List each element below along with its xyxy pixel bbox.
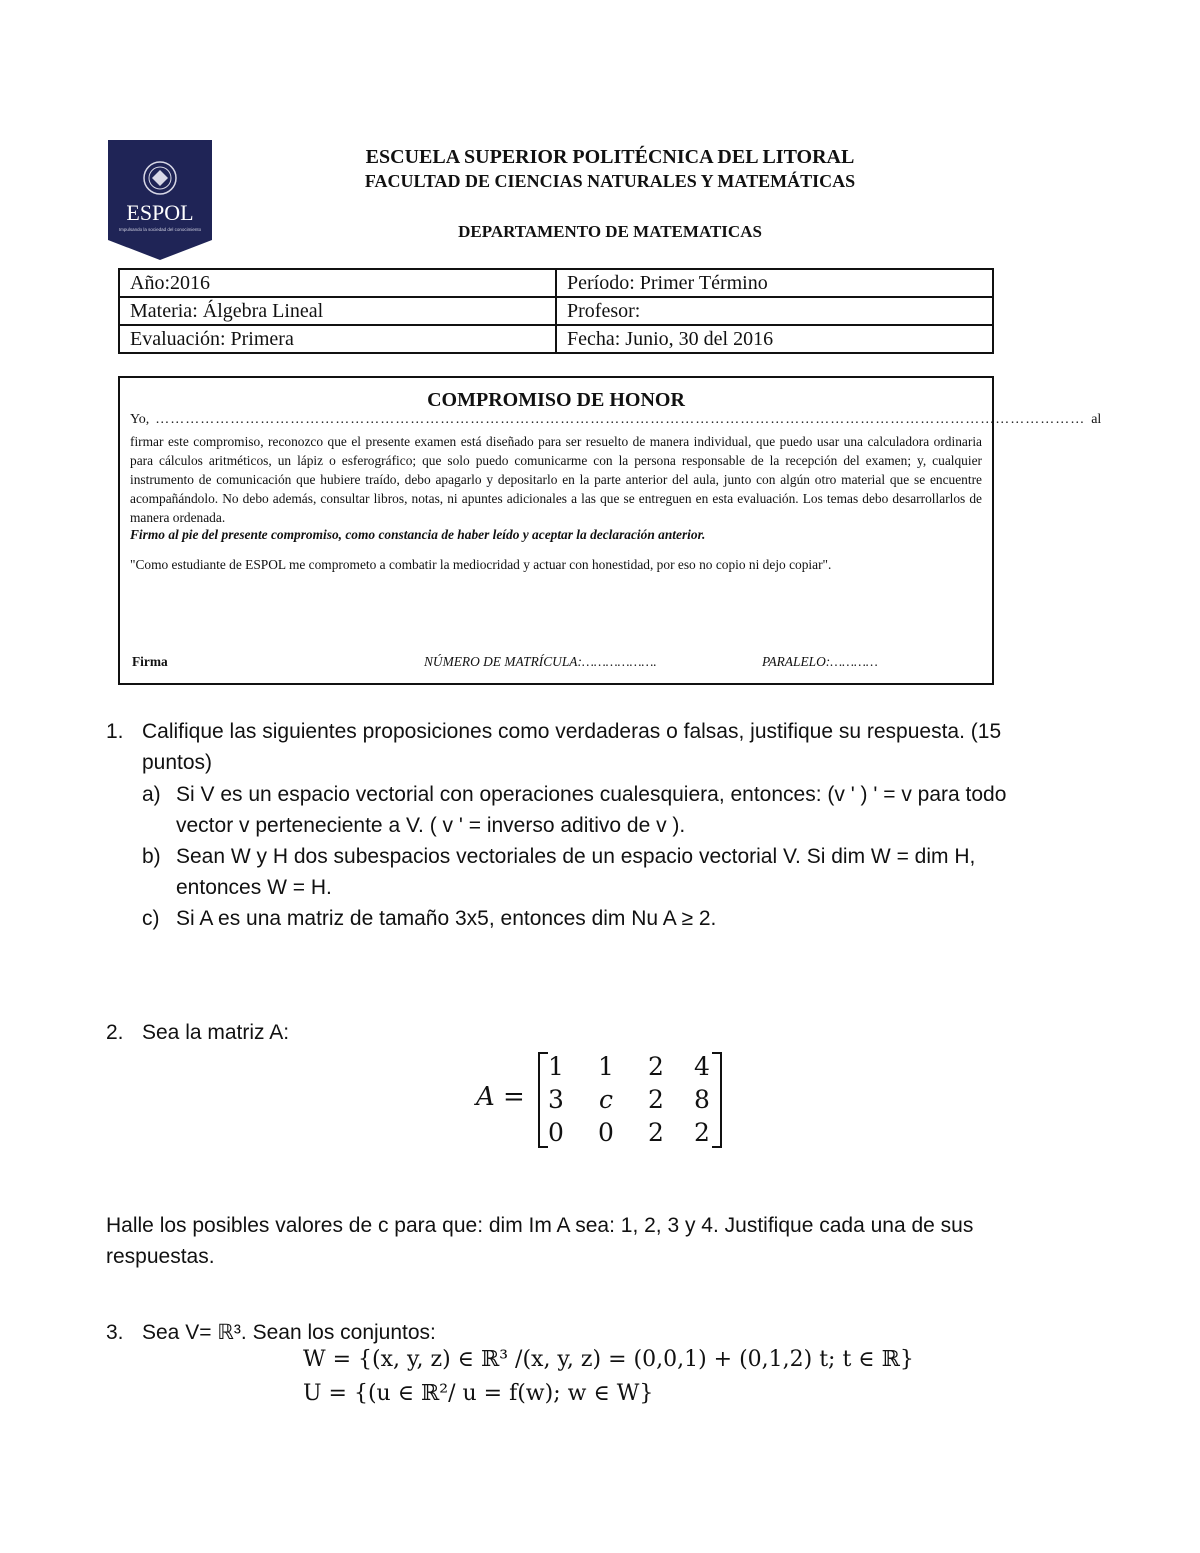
department-name: DEPARTAMENTO DE MATEMATICAS — [458, 222, 762, 241]
instruction-text: Halle los posibles valores de c para que: dim Im A sea: 1, 2, 3 y 4. Justifique cada una de sus — [106, 1214, 974, 1237]
honor-quote: "Como estudiante de ESPOL me comprometo a combatir la mediocridad y actuar con honestidad, por eso no copio ni dejo copiar". — [130, 557, 832, 572]
logo-text: ESPOL — [126, 200, 194, 225]
question-text: Sea la matriz A: — [142, 1021, 290, 1044]
question-text-cont: puntos) — [142, 751, 213, 774]
question-1b — [142, 841, 1122, 905]
espol-logo — [108, 140, 212, 260]
honor-code-box — [118, 376, 1102, 685]
matrix-cell: 4 — [694, 1052, 710, 1081]
info-professor: Profesor: — [556, 297, 993, 325]
logo-tagline: Impulsando la sociedad del conocimiento — [118, 227, 202, 232]
matrix-brackets — [538, 1052, 722, 1148]
question-number: 1. — [106, 720, 124, 743]
info-year: Año:2016 — [119, 269, 556, 297]
question-2-instruction — [106, 1210, 1106, 1274]
matrix-lhs: A = — [476, 1082, 525, 1112]
question-1 — [106, 716, 1106, 780]
table-row — [119, 297, 993, 325]
school-name: ESCUELA SUPERIOR POLITÉCNICA DEL LITORAL — [365, 146, 855, 168]
matrix-cell: 1 — [548, 1052, 564, 1081]
item-letter: c) — [142, 907, 160, 930]
honor-name-line — [130, 412, 1102, 428]
info-period: Período: Primer Término — [556, 269, 993, 297]
matrix-cell: c — [598, 1085, 613, 1114]
honor-yo: Yo, — [130, 412, 150, 427]
matrix-cell: 0 — [598, 1118, 614, 1147]
item-text-cont: entonces W = H. — [176, 876, 332, 899]
question-2 — [106, 1017, 706, 1051]
item-text: Si V es un espacio vectorial con operaciones cualesquiera, entonces: (v ' ) ' = v para todo — [176, 783, 1007, 806]
item-letter: b) — [142, 845, 161, 868]
honor-al: al — [1091, 412, 1102, 427]
matrix-cell: 2 — [648, 1052, 664, 1081]
question-text: Sea V= ℝ³. Sean los conjuntos: — [142, 1321, 436, 1344]
matrix-cell: 0 — [548, 1118, 564, 1147]
matrix-a — [476, 1050, 736, 1150]
set-w-equation: W = {(x, y, z) ∈ ℝ³ /(x, y, z) = (0,0,1) + (0,1,2) t; t ∈ ℝ} — [303, 1347, 914, 1372]
question-3 — [106, 1317, 706, 1351]
info-evaluation: Evaluación: Primera — [119, 325, 556, 353]
matrix-cell: 2 — [694, 1118, 710, 1147]
matrix-cell: 1 — [598, 1052, 614, 1081]
question-1c — [142, 903, 1122, 937]
info-subject: Materia: Álgebra Lineal — [119, 297, 556, 325]
matrix-cell: 3 — [548, 1085, 564, 1114]
set-u-equation: U = {(u ∈ ℝ²/ u = f(w); w ∈ W} — [303, 1381, 654, 1406]
table-row — [119, 325, 993, 353]
matrix-cell: 2 — [648, 1085, 664, 1114]
item-text-cont: vector v perteneciente a V. ( v ' = inverso aditivo de v ). — [176, 814, 686, 837]
item-text: Si A es una matriz de tamaño 3x5, entonces dim Nu A ≥ 2. — [176, 907, 717, 930]
paralelo-label: PARALELO:………… — [762, 654, 878, 669]
item-letter: a) — [142, 783, 161, 806]
faculty-name: FACULTAD DE CIENCIAS NATURALES Y MATEMÁTICAS — [364, 171, 856, 191]
question-number: 3. — [106, 1321, 124, 1344]
table-row — [119, 269, 993, 297]
signature-label: Firma — [132, 654, 168, 669]
info-date: Fecha: Junio, 30 del 2016 — [556, 325, 993, 353]
question-1a — [142, 779, 1122, 843]
exam-info-table — [118, 268, 994, 354]
matricula-label: NÚMERO DE MATRÍCULA:………………. — [424, 654, 657, 669]
question-number: 2. — [106, 1021, 124, 1044]
question-text: Califique las siguientes proposiciones como verdaderas o falsas, justifique su respuesta. (15 — [142, 720, 1002, 743]
matrix-cell: 2 — [648, 1118, 664, 1147]
matrix-cell: 8 — [694, 1085, 710, 1114]
item-text: Sean W y H dos subespacios vectoriales de un espacio vectorial V. Si dim W = dim H, — [176, 845, 976, 868]
honor-body: firmar este compromiso, reconozco que el presente examen está diseñado para ser resuelto de manera individual, que puedo usar una calculadora ordinaria para cálculos aritméticos, un lápiz o esferográfico; que solo puedo comunicarme con la persona responsable de la recepción del examen; y, cualquier instrumento de comunicación que hubiere traído, debo apagarlo y depositarlo en la parte anterior del aula, junto con algún otro material que se encuentre acompañándolo. No debo además, consultar libros, notas, ni apuntes adicionales a las que se entreguen en esta evaluación. Los temas debo desarrollarlos de manera ordenada. — [130, 434, 982, 525]
honor-firmo: Firmo al pie del presente compromiso, como constancia de haber leído y aceptar la declaración anterior. — [130, 527, 706, 542]
honor-title: COMPROMISO DE HONOR — [427, 389, 685, 411]
honor-name-blank: …………………………………………………………………………………………………………………………………………………………………… — [155, 412, 1086, 427]
instruction-text-cont: respuestas. — [106, 1245, 215, 1268]
